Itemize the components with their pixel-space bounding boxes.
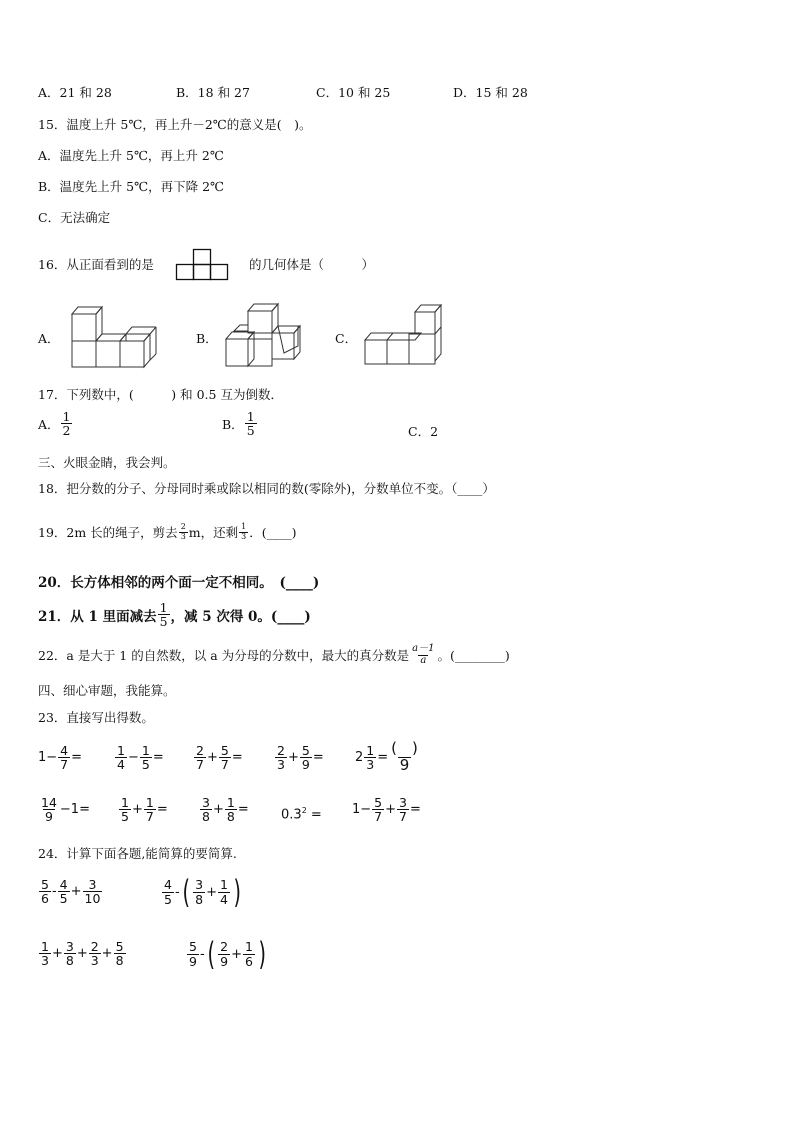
fraction — [39, 796, 59, 823]
denominator: 5 — [164, 891, 172, 907]
fraction — [119, 796, 131, 823]
q17-option-b-label: B． — [222, 416, 244, 432]
fraction — [364, 744, 376, 771]
fraction — [225, 796, 237, 823]
numerator: 1 — [246, 409, 255, 424]
numerator: 3 — [399, 795, 407, 810]
numerator: 1 — [245, 939, 253, 955]
q15-stem: 15．温度上升 5℃，再上升－2℃的意义是( )。 — [38, 117, 312, 132]
denominator: 9 — [301, 757, 310, 773]
denominator: 7 — [196, 757, 204, 773]
denominator: 8 — [65, 953, 74, 969]
right-paren: ) — [233, 873, 241, 911]
fraction — [64, 940, 76, 967]
q16-option-b-figure — [224, 301, 306, 371]
calc-r1c2 — [114, 744, 164, 771]
denominator: 6 — [41, 891, 49, 907]
q17-option-a-label: A． — [38, 416, 60, 432]
q22-fraction — [410, 644, 436, 666]
left-paren: ( — [182, 873, 190, 911]
expr-text: −1= — [59, 802, 90, 818]
calc-r2c3 — [199, 796, 249, 823]
equals: = — [377, 749, 389, 765]
numerator: 1 — [121, 795, 129, 810]
numerator: 3 — [202, 795, 210, 810]
operator: - — [174, 884, 180, 900]
q20: 20．长方体相邻的两个面一定不相同。 (____) — [38, 575, 320, 591]
fraction — [218, 940, 230, 967]
equals: = — [409, 802, 421, 818]
denominator: 4 — [220, 891, 228, 907]
section-3-heading: 三、火眼金睛，我会判。 — [38, 455, 176, 470]
numerator: 2 — [180, 522, 186, 532]
q17-option-a — [38, 410, 73, 437]
numerator: a－1 — [412, 643, 435, 654]
calc-r2c1 — [38, 796, 90, 823]
q16-option-a-figure — [66, 304, 164, 370]
denominator: 9 — [189, 953, 197, 969]
denominator: 9 — [399, 755, 410, 774]
fraction — [58, 878, 70, 905]
equals: = — [312, 750, 324, 766]
numerator: 1 — [145, 795, 154, 810]
calc-r1c4 — [274, 744, 324, 771]
q16-option-a-label: A． — [38, 331, 60, 346]
q15-option-c: C．无法确定 — [38, 210, 111, 225]
numerator: 5 — [374, 795, 383, 810]
numerator: 5 — [301, 743, 310, 758]
fraction — [200, 796, 212, 823]
q21-fraction — [158, 601, 170, 628]
denominator: 5 — [59, 891, 68, 907]
q17-option-b-fraction — [245, 410, 257, 437]
denominator: 7 — [145, 809, 154, 825]
section-4-heading: 四、细心审题，我能算。 — [38, 683, 176, 698]
fraction — [162, 878, 174, 905]
expr-text: 1− — [38, 750, 58, 766]
denominator: 8 — [202, 809, 210, 825]
numerator: 1 — [141, 743, 150, 758]
q16-stem-post: 的几何体是（ ） — [249, 257, 375, 272]
operator: + — [231, 946, 242, 962]
numerator: 14 — [41, 795, 57, 810]
q23-stem: 23．直接写出得数。 — [38, 710, 154, 725]
numerator: 3 — [65, 939, 74, 954]
denominator: 7 — [220, 757, 229, 773]
numerator: 1 — [62, 409, 71, 424]
numerator: 2 — [90, 939, 99, 954]
operator: + — [385, 802, 397, 818]
denominator: 5 — [246, 423, 255, 439]
denominator: 7 — [60, 757, 69, 773]
calc24-expr4 — [186, 935, 268, 973]
denominator: 3 — [277, 757, 285, 773]
numerator: 1 — [241, 522, 247, 532]
q24-stem: 24．计算下面各题,能简算的要简算. — [38, 846, 237, 861]
operator: + — [101, 946, 113, 962]
denominator: 7 — [399, 809, 407, 825]
numerator-blank: ( ) — [391, 739, 418, 757]
q16-option-b-label: B． — [196, 331, 218, 346]
operator: - — [199, 946, 205, 962]
q19-pre: 19．2m 长的绳子，剪去 — [38, 525, 178, 540]
fraction — [39, 940, 51, 967]
denominator: 10 — [84, 891, 101, 907]
q21-post: ，减 5 次得 0。(____) — [170, 608, 311, 625]
numerator: 5 — [41, 877, 49, 892]
equals: = — [156, 802, 168, 818]
answer-fraction — [389, 741, 420, 774]
calc24-expr1 — [38, 878, 103, 905]
q19-post: ．(____) — [249, 525, 297, 540]
numerator: 1 — [226, 795, 235, 810]
q14-option-d: D．15 和 28 — [453, 85, 528, 100]
exponent: 2 — [301, 806, 307, 815]
denominator: 9 — [220, 953, 229, 969]
numerator: 1 — [366, 742, 375, 758]
fraction — [140, 744, 152, 771]
denominator: 8 — [115, 953, 124, 969]
numerator: 5 — [189, 939, 197, 955]
fraction — [397, 796, 409, 823]
denominator: 2 — [62, 423, 71, 439]
denominator: 3 — [366, 756, 375, 772]
operator: + — [206, 750, 218, 766]
q21 — [38, 601, 311, 628]
fraction — [144, 796, 156, 823]
q17-option-c: C．2 — [408, 424, 439, 439]
operator: + — [212, 802, 224, 818]
numerator: 3 — [195, 877, 204, 893]
q21-pre: 21．从 1 里面减去 — [38, 608, 157, 625]
fraction — [115, 744, 127, 771]
calc24-expr2 — [161, 873, 243, 911]
numerator: 4 — [59, 877, 68, 892]
fraction — [300, 744, 312, 771]
calc-r2c5 — [352, 796, 421, 823]
q17-stem: 17．下列数中，( ) 和 0.5 互为倒数． — [38, 387, 283, 402]
q17-option-b — [222, 410, 258, 437]
operator: + — [287, 750, 299, 766]
base: 0.3 — [281, 807, 302, 823]
operator: + — [70, 884, 82, 900]
q19-mid: m，还剩 — [188, 525, 239, 540]
operator: + — [76, 946, 88, 962]
numerator: 3 — [88, 877, 97, 892]
whole-number: 2 — [355, 749, 364, 765]
denominator: 5 — [141, 757, 150, 773]
numerator: 4 — [164, 877, 172, 893]
left-paren: ( — [207, 935, 215, 973]
right-paren: ) — [258, 935, 266, 973]
calc-r2c4 — [281, 806, 322, 822]
calc-r1c3 — [193, 744, 243, 771]
denominator: 5 — [159, 614, 168, 630]
q14-option-c: C．10 和 25 — [316, 85, 391, 100]
q15-option-a: A．温度先上升 5℃，再上升 2℃ — [38, 148, 224, 163]
q16-option-c-figure — [361, 302, 447, 368]
equals: = — [237, 802, 249, 818]
q18: 18．把分数的分子、分母同时乘或除以相同的数(零除外)，分数单位不变。（____） — [38, 481, 495, 496]
fraction — [372, 796, 384, 823]
q17-option-a-fraction — [61, 410, 73, 437]
numerator: 4 — [60, 743, 69, 758]
numerator: 2 — [196, 743, 204, 758]
equals: = — [231, 750, 243, 766]
calc24-expr3 — [38, 940, 127, 967]
numerator: 1 — [220, 877, 228, 893]
denominator: 3 — [241, 531, 247, 541]
fraction — [219, 744, 231, 771]
calc-r2c2 — [118, 796, 168, 823]
calc-r1c5 — [355, 741, 421, 774]
q16-option-c-label: C． — [335, 331, 358, 346]
q16-stem-pre: 16．从正面看到的是 — [38, 257, 154, 272]
denominator: 7 — [374, 809, 383, 825]
operator: + — [206, 884, 217, 900]
denominator: 6 — [245, 953, 253, 969]
fraction — [275, 744, 287, 771]
q14-option-b: B．18 和 27 — [176, 85, 250, 100]
q14-option-a: A．21 和 28 — [38, 85, 112, 100]
denominator: 3 — [41, 953, 49, 969]
numerator: 5 — [220, 743, 229, 758]
numerator: 1 — [41, 939, 49, 954]
q22-pre: 22．a 是大于 1 的自然数，以 a 为分母的分数中，最大的真分数是 — [38, 648, 410, 663]
fraction — [187, 940, 199, 967]
operator: + — [131, 802, 143, 818]
q19 — [38, 523, 297, 541]
equals: = — [71, 750, 83, 766]
denominator: a — [420, 654, 427, 666]
numerator: 5 — [115, 939, 124, 954]
fraction — [114, 940, 126, 967]
q22 — [38, 644, 510, 666]
equals: = — [152, 750, 164, 766]
equals: = — [306, 807, 322, 823]
q15-option-b: B．温度先上升 5℃，再下降 2℃ — [38, 179, 225, 194]
denominator: 8 — [195, 891, 204, 907]
fraction — [243, 940, 255, 967]
numerator: 1 — [117, 743, 125, 758]
expr-text: 1− — [352, 802, 372, 818]
fraction — [194, 744, 206, 771]
numerator: 2 — [277, 743, 285, 758]
fraction — [39, 878, 51, 905]
fraction — [83, 878, 103, 905]
front-view-figure — [175, 248, 229, 282]
denominator: 3 — [90, 953, 99, 969]
denominator: 3 — [180, 531, 186, 541]
denominator: 4 — [117, 757, 125, 773]
operator: − — [127, 750, 139, 766]
denominator: 9 — [44, 809, 53, 825]
numerator: 2 — [220, 939, 229, 955]
fraction — [89, 940, 101, 967]
fraction — [218, 878, 230, 905]
denominator: 8 — [226, 809, 235, 825]
q19-fraction-left — [239, 523, 248, 541]
operator: + — [51, 946, 63, 962]
operator: - — [51, 884, 57, 900]
fraction — [193, 878, 205, 905]
q19-fraction-cut — [179, 523, 188, 541]
denominator: 5 — [121, 809, 129, 825]
fraction — [58, 744, 70, 771]
calc-r1c1 — [38, 744, 82, 771]
q22-post: 。(________) — [437, 648, 510, 663]
numerator: 1 — [159, 600, 168, 615]
